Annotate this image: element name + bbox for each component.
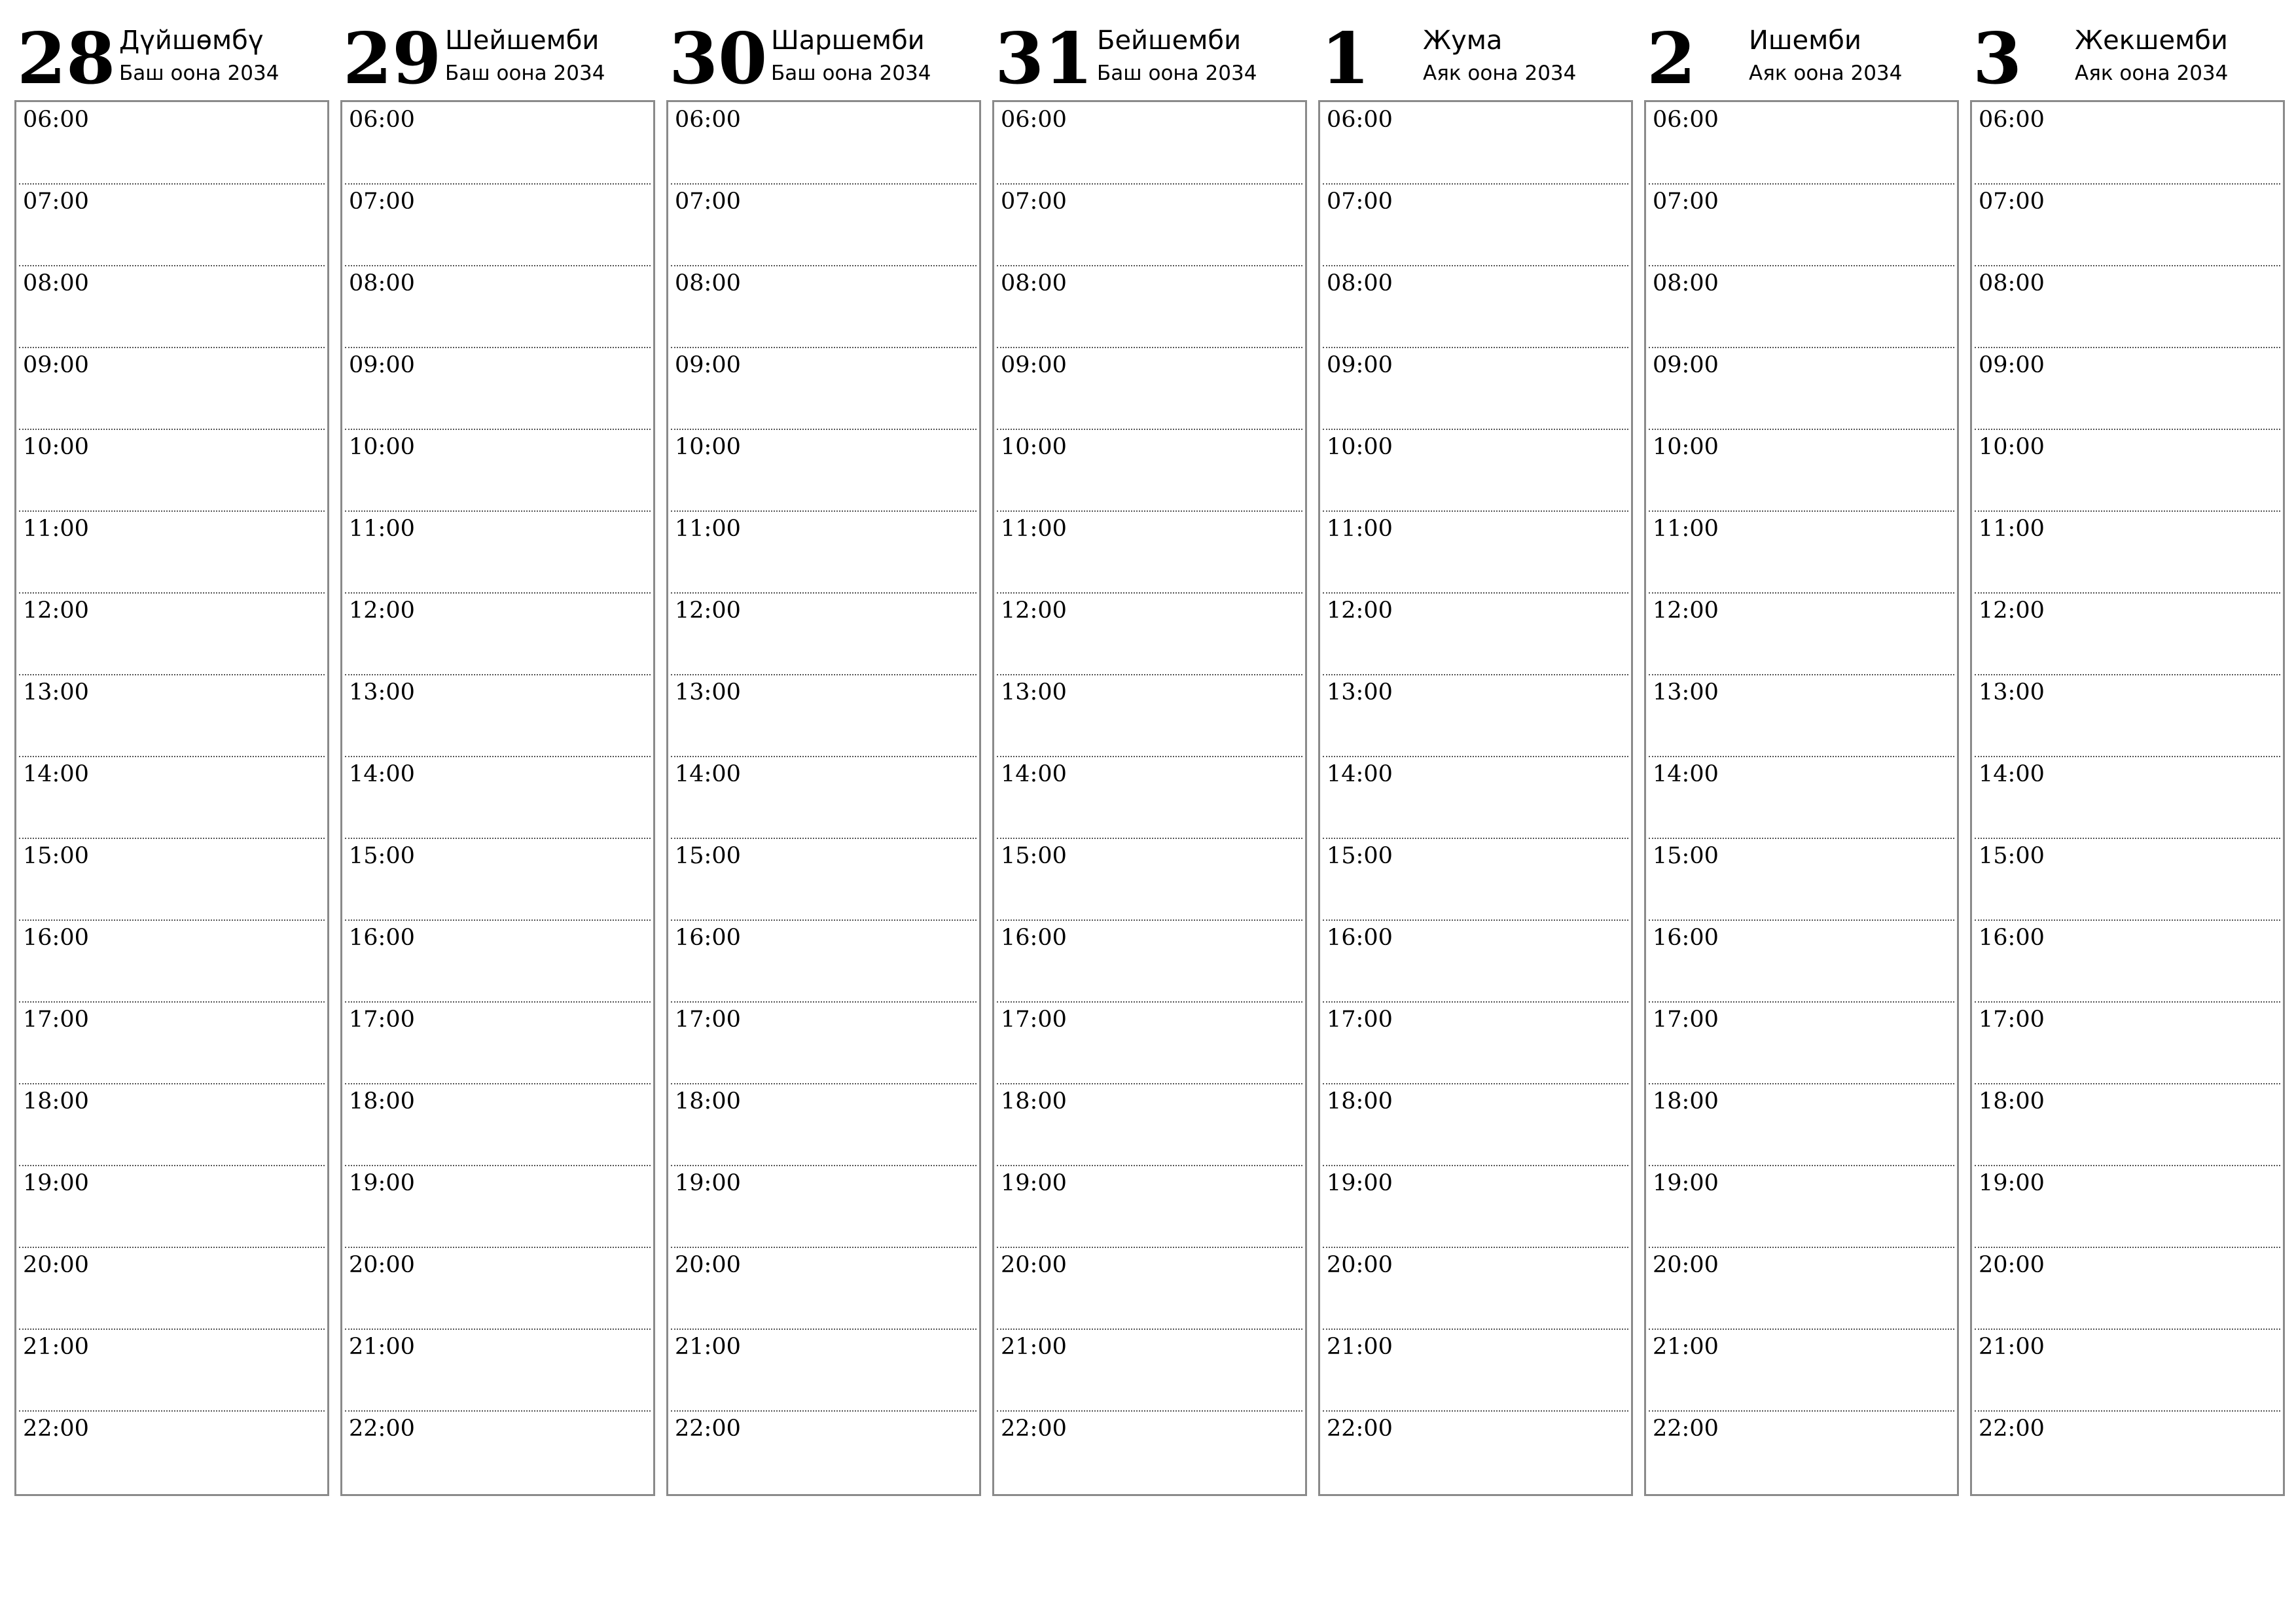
month-year: Аяк оона 2034 [1423,62,1577,85]
hour-label: 13:00 [23,679,89,705]
day-header [1318,0,1632,98]
hour-label: 21:00 [1327,1334,1393,1360]
day-number: 31 [995,18,1094,100]
hour-slot [1320,1329,1631,1411]
hour-slot [994,1411,1305,1493]
hour-slot [1320,348,1631,429]
day-header [992,0,1306,98]
hour-slot [1646,838,1957,920]
hour-label: 11:00 [1979,516,2045,542]
month-year: Баш оона 2034 [1097,62,1257,85]
hour-slot [994,1084,1305,1166]
hour-slot [1646,1084,1957,1166]
hour-label: 19:00 [1001,1170,1067,1196]
hour-slot [1646,184,1957,266]
day-header [340,0,654,98]
hour-label: 12:00 [1001,597,1067,624]
day-column [666,0,980,1505]
hour-label: 10:00 [1327,434,1393,460]
month-year: Баш оона 2034 [771,62,931,85]
hour-slot [16,348,327,429]
hour-slot [16,184,327,266]
hour-slot [1972,1002,2283,1084]
hour-label: 16:00 [1001,925,1067,951]
hour-label: 17:00 [1979,1007,2045,1033]
hour-label: 14:00 [1979,761,2045,787]
day-column [1644,0,1958,1505]
day-header [1644,0,1958,98]
hour-slot [1972,593,2283,675]
hour-slot [16,838,327,920]
hour-slot [1646,102,1957,184]
hour-slot [994,511,1305,593]
hour-label: 07:00 [1653,188,1719,215]
hour-label: 19:00 [1327,1170,1393,1196]
hour-slot [16,1084,327,1166]
hour-slot [342,920,653,1002]
hour-label: 22:00 [1979,1416,2045,1442]
hour-slot [1646,1329,1957,1411]
hour-slot [16,1247,327,1329]
hour-slot [668,429,979,511]
day-name: Бейшемби [1097,26,1242,56]
hour-slot [668,266,979,348]
hour-label: 08:00 [1327,270,1393,296]
hour-slot [342,102,653,184]
hour-label: 21:00 [1001,1334,1067,1360]
hour-label: 22:00 [675,1416,741,1442]
hour-label: 13:00 [1979,679,2045,705]
hour-slot [1972,511,2283,593]
hour-slot [16,757,327,838]
hour-label: 10:00 [1653,434,1719,460]
day-name: Шаршемби [771,26,925,56]
hour-label: 15:00 [23,843,89,869]
hour-slot [16,675,327,757]
hour-label: 22:00 [1653,1416,1719,1442]
hour-slot [1972,429,2283,511]
hour-slot [1646,1002,1957,1084]
hour-slot [16,920,327,1002]
hour-slot [16,1411,327,1493]
hour-label: 15:00 [1979,843,2045,869]
hour-slot [1646,429,1957,511]
hour-slot [668,757,979,838]
hour-label: 13:00 [1001,679,1067,705]
hour-slot [1646,266,1957,348]
hour-label: 15:00 [1327,843,1393,869]
hour-label: 08:00 [1653,270,1719,296]
hour-label: 15:00 [1653,843,1719,869]
day-schedule-box [14,100,329,1496]
hour-label: 14:00 [349,761,415,787]
hour-label: 19:00 [675,1170,741,1196]
day-schedule-box [666,100,981,1496]
hour-slot [994,593,1305,675]
hour-slot [1646,593,1957,675]
hour-label: 17:00 [675,1007,741,1033]
hour-label: 22:00 [349,1416,415,1442]
hour-label: 17:00 [23,1007,89,1033]
hour-label: 21:00 [23,1334,89,1360]
day-schedule-box [992,100,1307,1496]
hour-slot [1320,838,1631,920]
hour-slot [1972,1084,2283,1166]
hour-label: 09:00 [1653,352,1719,378]
hour-label: 07:00 [675,188,741,215]
hour-label: 09:00 [349,352,415,378]
hour-slot [342,1166,653,1247]
hour-slot [1972,838,2283,920]
hour-label: 10:00 [1001,434,1067,460]
hour-label: 15:00 [675,843,741,869]
hour-label: 18:00 [349,1088,415,1115]
hour-label: 10:00 [675,434,741,460]
hour-slot [16,593,327,675]
hour-slot [1646,920,1957,1002]
hour-label: 20:00 [1327,1252,1393,1278]
hour-label: 18:00 [23,1088,89,1115]
hour-label: 19:00 [349,1170,415,1196]
day-column [14,0,328,1505]
hour-slot [1646,511,1957,593]
hour-slot [1972,757,2283,838]
hour-label: 11:00 [1653,516,1719,542]
hour-slot [1320,1411,1631,1493]
hour-slot [16,1166,327,1247]
hour-slot [16,102,327,184]
hour-slot [342,1411,653,1493]
hour-label: 16:00 [349,925,415,951]
day-column [1318,0,1632,1505]
hour-label: 16:00 [1653,925,1719,951]
hour-slot [668,1247,979,1329]
hour-label: 07:00 [349,188,415,215]
hour-label: 15:00 [349,843,415,869]
hour-slot [668,920,979,1002]
hour-label: 21:00 [1653,1334,1719,1360]
day-schedule-box [1318,100,1633,1496]
hour-slot [342,184,653,266]
hour-slot [668,348,979,429]
hour-label: 12:00 [1979,597,2045,624]
day-column [992,0,1306,1505]
hour-slot [1320,1166,1631,1247]
hour-slot [1646,1411,1957,1493]
day-name: Дүйшөмбү [119,26,264,56]
hour-label: 14:00 [1327,761,1393,787]
hour-slot [668,593,979,675]
hour-label: 10:00 [1979,434,2045,460]
hour-label: 09:00 [675,352,741,378]
hour-slot [1972,1166,2283,1247]
hour-slot [1320,184,1631,266]
hour-slot [1646,1247,1957,1329]
hour-slot [1646,348,1957,429]
hour-label: 11:00 [1327,516,1393,542]
hour-label: 20:00 [675,1252,741,1278]
day-column [340,0,654,1505]
day-name: Жума [1423,26,1503,56]
hour-label: 12:00 [349,597,415,624]
hour-slot [668,1329,979,1411]
hour-slot [1646,757,1957,838]
hour-label: 17:00 [1327,1007,1393,1033]
hour-slot [342,838,653,920]
hour-slot [1972,1411,2283,1493]
day-number: 30 [669,18,768,100]
hour-label: 14:00 [23,761,89,787]
hour-label: 17:00 [1001,1007,1067,1033]
hour-slot [1320,102,1631,184]
hour-slot [668,675,979,757]
hour-slot [994,757,1305,838]
hour-slot [342,757,653,838]
hour-slot [1320,920,1631,1002]
hour-slot [342,1002,653,1084]
hour-slot [994,266,1305,348]
hour-label: 18:00 [675,1088,741,1115]
hour-slot [16,1329,327,1411]
hour-slot [1972,348,2283,429]
hour-slot [994,838,1305,920]
hour-label: 17:00 [349,1007,415,1033]
hour-slot [342,429,653,511]
hour-slot [16,429,327,511]
hour-label: 07:00 [23,188,89,215]
hour-label: 13:00 [1653,679,1719,705]
hour-label: 21:00 [675,1334,741,1360]
hour-label: 22:00 [1327,1416,1393,1442]
hour-label: 16:00 [675,925,741,951]
day-number: 28 [17,18,116,100]
hour-label: 08:00 [23,270,89,296]
month-year: Баш оона 2034 [445,62,605,85]
hour-label: 16:00 [1979,925,2045,951]
hour-label: 13:00 [1327,679,1393,705]
hour-label: 13:00 [675,679,741,705]
day-number: 3 [1973,18,2022,100]
hour-label: 13:00 [349,679,415,705]
hour-label: 11:00 [1001,516,1067,542]
hour-slot [1972,1329,2283,1411]
hour-slot [342,1084,653,1166]
hour-slot [668,1084,979,1166]
hour-label: 11:00 [675,516,741,542]
hour-slot [342,266,653,348]
hour-slot [668,1002,979,1084]
hour-slot [1320,593,1631,675]
hour-slot [1646,1166,1957,1247]
hour-slot [1320,1247,1631,1329]
hour-label: 12:00 [1327,597,1393,624]
hour-label: 09:00 [23,352,89,378]
hour-label: 09:00 [1327,352,1393,378]
day-schedule-box [340,100,655,1496]
hour-slot [1972,266,2283,348]
hour-label: 08:00 [349,270,415,296]
hour-slot [1320,511,1631,593]
hour-slot [1320,757,1631,838]
hour-label: 07:00 [1979,188,2045,215]
hour-slot [1972,920,2283,1002]
day-column [1970,0,2284,1505]
month-year: Аяк оона 2034 [1749,62,1903,85]
day-number: 1 [1321,18,1371,100]
hour-label: 12:00 [675,597,741,624]
hour-slot [1646,675,1957,757]
hour-slot [994,1247,1305,1329]
hour-slot [1972,102,2283,184]
hour-label: 20:00 [1979,1252,2045,1278]
hour-slot [668,1166,979,1247]
hour-slot [668,184,979,266]
hour-label: 19:00 [23,1170,89,1196]
hour-slot [342,1247,653,1329]
hour-slot [342,593,653,675]
hour-label: 19:00 [1979,1170,2045,1196]
day-header [666,0,980,98]
hour-label: 06:00 [1327,107,1393,133]
hour-label: 21:00 [349,1334,415,1360]
hour-slot [1972,1247,2283,1329]
hour-label: 06:00 [1001,107,1067,133]
hour-slot [668,102,979,184]
hour-slot [1320,1084,1631,1166]
hour-label: 16:00 [23,925,89,951]
hour-slot [1320,429,1631,511]
hour-label: 08:00 [1001,270,1067,296]
month-year: Аяк оона 2034 [2075,62,2229,85]
hour-slot [994,1329,1305,1411]
hour-slot [994,429,1305,511]
hour-label: 14:00 [1653,761,1719,787]
day-name: Жекшемби [2075,26,2228,56]
hour-label: 06:00 [1979,107,2045,133]
hour-slot [994,1166,1305,1247]
hour-label: 20:00 [1653,1252,1719,1278]
hour-label: 07:00 [1001,188,1067,215]
hour-label: 06:00 [675,107,741,133]
hour-label: 19:00 [1653,1170,1719,1196]
hour-slot [994,184,1305,266]
hour-slot [16,511,327,593]
hour-label: 07:00 [1327,188,1393,215]
day-header [1970,0,2284,98]
hour-slot [1320,675,1631,757]
hour-label: 14:00 [675,761,741,787]
hour-label: 16:00 [1327,925,1393,951]
hour-label: 06:00 [1653,107,1719,133]
hour-slot [342,1329,653,1411]
hour-slot [1320,1002,1631,1084]
hour-label: 20:00 [23,1252,89,1278]
day-name: Ишемби [1749,26,1861,56]
hour-slot [994,348,1305,429]
hour-label: 18:00 [1327,1088,1393,1115]
hour-label: 09:00 [1979,352,2045,378]
hour-slot [16,266,327,348]
hour-slot [1972,184,2283,266]
hour-label: 12:00 [23,597,89,624]
day-header [14,0,328,98]
hour-label: 10:00 [349,434,415,460]
hour-slot [342,675,653,757]
hour-label: 20:00 [349,1252,415,1278]
hour-slot [1320,266,1631,348]
month-year: Баш оона 2034 [119,62,279,85]
hour-slot [16,1002,327,1084]
day-name: Шейшемби [445,26,600,56]
hour-label: 08:00 [1979,270,2045,296]
hour-label: 22:00 [1001,1416,1067,1442]
hour-label: 06:00 [23,107,89,133]
hour-label: 18:00 [1653,1088,1719,1115]
hour-slot [342,511,653,593]
hour-slot [342,348,653,429]
hour-slot [668,838,979,920]
hour-slot [668,511,979,593]
day-number: 29 [343,18,442,100]
hour-label: 18:00 [1001,1088,1067,1115]
hour-slot [994,920,1305,1002]
hour-label: 14:00 [1001,761,1067,787]
hour-label: 12:00 [1653,597,1719,624]
day-schedule-box [1644,100,1959,1496]
hour-label: 22:00 [23,1416,89,1442]
hour-label: 11:00 [349,516,415,542]
hour-slot [994,1002,1305,1084]
hour-label: 20:00 [1001,1252,1067,1278]
hour-label: 17:00 [1653,1007,1719,1033]
hour-label: 15:00 [1001,843,1067,869]
hour-label: 21:00 [1979,1334,2045,1360]
hour-slot [994,675,1305,757]
weekly-planner [14,0,2292,1505]
hour-slot [668,1411,979,1493]
hour-label: 09:00 [1001,352,1067,378]
hour-label: 10:00 [23,434,89,460]
day-schedule-box [1970,100,2285,1496]
day-number: 2 [1647,18,1696,100]
hour-label: 06:00 [349,107,415,133]
hour-label: 11:00 [23,516,89,542]
hour-label: 18:00 [1979,1088,2045,1115]
hour-label: 08:00 [675,270,741,296]
hour-slot [1972,675,2283,757]
hour-slot [994,102,1305,184]
